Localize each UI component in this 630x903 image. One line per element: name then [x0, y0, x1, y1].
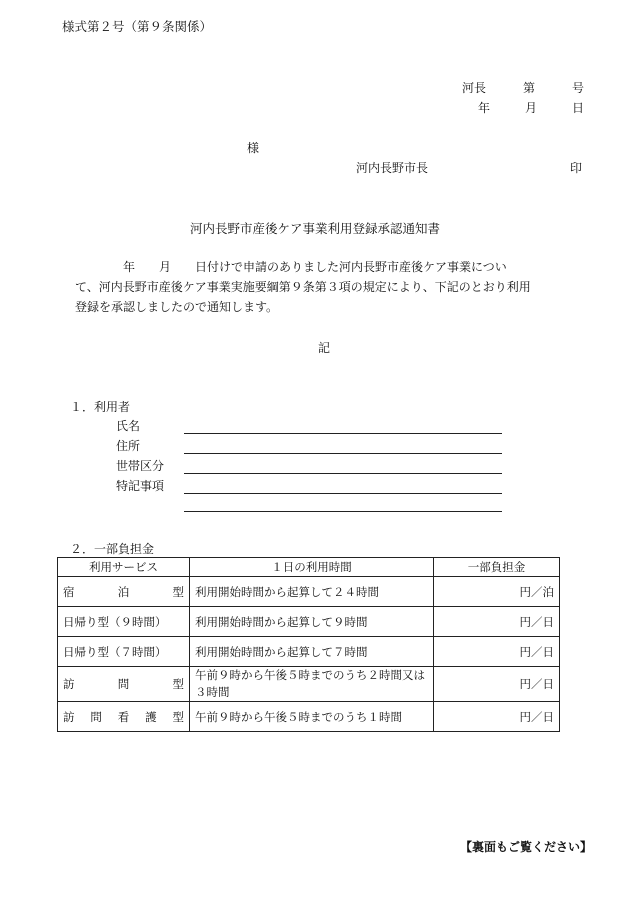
- service-spread: [63, 709, 184, 725]
- service-cell: 日帰り型（９時間）: [58, 607, 190, 637]
- service-spread: [63, 676, 184, 693]
- table-row: [58, 607, 560, 637]
- service-char: 訪: [63, 676, 75, 691]
- service-char: 護: [145, 709, 157, 724]
- time-cell: 利用開始時間から起算して９時間: [190, 607, 434, 637]
- service-spread: [63, 584, 184, 600]
- fee-cell: 円／日: [434, 637, 560, 667]
- date-month: 月: [524, 101, 537, 115]
- service-char: 型: [172, 709, 184, 724]
- date-year: 年: [478, 101, 491, 115]
- section2-heading: ２．一部負担金: [70, 542, 155, 556]
- field-label: 住所: [116, 439, 141, 453]
- form-number: 様式第２号（第９条関係）: [62, 19, 213, 34]
- fee-cell: 円／日: [434, 667, 560, 702]
- table-header-row: [58, 558, 560, 577]
- service-char: 型: [172, 676, 184, 691]
- field-label: 特記事項: [116, 479, 165, 493]
- service-char: 問: [90, 709, 102, 724]
- field-label: 世帯区分: [116, 459, 165, 473]
- body-line: 年 月 日付けで申請のありました河内長野市産後ケア事業につい: [75, 260, 507, 274]
- document-number: [462, 79, 584, 96]
- field-underline: [184, 479, 502, 494]
- header-time: １日の利用時間: [190, 558, 434, 577]
- seal-mark: 印: [570, 161, 583, 175]
- field-underline: [184, 439, 502, 454]
- service-cell: [58, 702, 190, 732]
- time-cell: 午前９時から午後５時までのうち２時間又は３時間: [190, 667, 434, 702]
- field-name: [116, 417, 502, 434]
- fee-cell: 円／日: [434, 607, 560, 637]
- body-paragraph: [75, 257, 585, 317]
- service-cell: [58, 667, 190, 702]
- issuer-name: 河内長野市長: [356, 161, 429, 175]
- time-cell: 利用開始時間から起算して２４時間: [190, 577, 434, 607]
- table-row: [58, 637, 560, 667]
- service-cell: [58, 577, 190, 607]
- doc-number-dai: 第: [522, 81, 535, 95]
- service-char: 宿: [63, 584, 75, 599]
- fee-cell: 円／日: [434, 702, 560, 732]
- field-household: [116, 457, 502, 474]
- field-notes: [116, 477, 502, 494]
- document-title: 河内長野市産後ケア事業利用登録承認通知書: [189, 221, 440, 236]
- date-day: 日: [571, 101, 584, 115]
- body-line: て、河内長野市産後ケア事業実施要綱第９条第３項の規定により、下記のとおり利用: [75, 280, 531, 294]
- issue-date: [478, 99, 584, 116]
- service-char: 問: [117, 676, 130, 691]
- table-row: [58, 702, 560, 732]
- service-char: 訪: [63, 709, 75, 724]
- service-char: 泊: [117, 584, 130, 599]
- header-service: 利用サービス: [58, 558, 190, 577]
- service-cell: 日帰り型（７時間）: [58, 637, 190, 667]
- time-cell: 利用開始時間から起算して７時間: [190, 637, 434, 667]
- service-char: 看: [117, 709, 130, 724]
- field-underline: [184, 459, 502, 474]
- back-side-notice: 【裏面もご覧ください】: [460, 840, 593, 854]
- header-fee: 一部負担金: [434, 558, 560, 577]
- field-underline: [184, 419, 502, 434]
- fee-cell: 円／泊: [434, 577, 560, 607]
- doc-number-go: 号: [571, 81, 584, 95]
- addressee-suffix: 様: [247, 141, 260, 155]
- body-line: 登録を承認しましたので通知します。: [75, 300, 279, 314]
- field-label: 氏名: [116, 419, 141, 433]
- doc-number-prefix: 河長: [462, 81, 487, 95]
- section1-heading: １．利用者: [70, 400, 131, 414]
- service-char: 型: [172, 584, 184, 599]
- field-notes-extra-underline: [184, 511, 502, 512]
- table-row: [58, 577, 560, 607]
- ki-heading: 記: [317, 341, 330, 355]
- fee-table: [57, 557, 560, 732]
- table-row: [58, 667, 560, 702]
- time-cell: 午前９時から午後５時までのうち１時間: [190, 702, 434, 732]
- field-address: [116, 437, 502, 454]
